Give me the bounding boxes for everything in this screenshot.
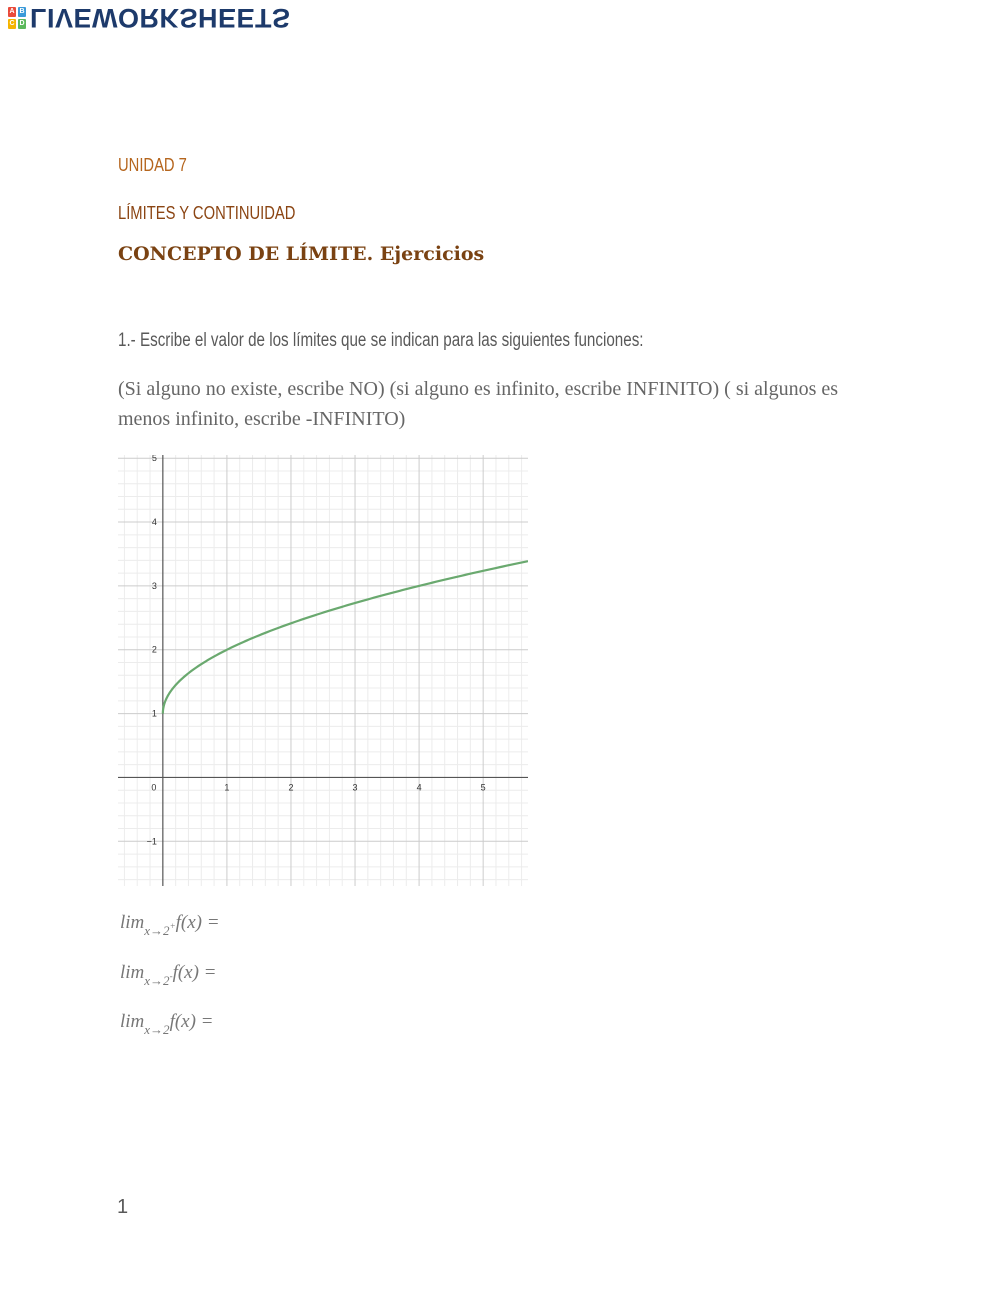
function-graph xyxy=(118,455,528,886)
x-tick-label: 5 xyxy=(480,782,486,793)
page-title: CONCEPTO DE LÍMITE. Ejercicios xyxy=(118,243,485,265)
section-title: LÍMITES Y CONTINUIDAD xyxy=(118,203,296,223)
logo-square: C xyxy=(9,20,15,27)
y-tick-label: 2 xyxy=(151,644,157,655)
lim-expression: f(x) = xyxy=(172,962,217,983)
liveworksheets-logo xyxy=(8,5,291,31)
logo-squares-icon xyxy=(8,7,26,29)
x-tick-label: 3 xyxy=(352,782,358,793)
lim-subscript: x→2 xyxy=(144,1022,170,1037)
instructions-text: (Si alguno no existe, escribe NO) (si alguno es infinito, escribe INFINITO) ( si algunos es menos infinito, escribe -INFINITO) xyxy=(118,378,839,430)
lim-expression: f(x) = xyxy=(175,912,220,933)
x-tick-label: 0 xyxy=(151,782,157,793)
limit-two-sided xyxy=(120,1011,214,1038)
y-tick-label: 3 xyxy=(151,580,157,591)
lim-word: lim xyxy=(120,912,145,933)
x-tick-label: 2 xyxy=(288,782,294,793)
logo-square: D xyxy=(19,20,25,27)
lim-word: lim xyxy=(120,962,145,983)
logo-square: A xyxy=(9,8,15,15)
x-tick-label: 4 xyxy=(416,782,422,793)
y-tick-label: 5 xyxy=(151,455,157,464)
lim-word: lim xyxy=(120,1011,145,1032)
y-tick-label: −1 xyxy=(146,836,157,847)
lim-subscript: x→2- xyxy=(144,971,173,988)
question-text: 1.- Escribe el valor de los límites que se indican para las siguientes funciones: xyxy=(118,330,644,351)
y-tick-label: 4 xyxy=(151,517,157,528)
logo-text: LIVEWORKSHEETS xyxy=(30,3,291,33)
x-tick-label: 1 xyxy=(224,782,230,793)
unit-label: UNIDAD 7 xyxy=(118,155,187,175)
limit-left xyxy=(120,962,217,989)
limit-right xyxy=(120,912,220,939)
y-tick-label: 1 xyxy=(151,708,157,719)
logo-square: B xyxy=(19,8,25,15)
page-number: 1 xyxy=(117,1196,129,1218)
lim-expression: f(x) = xyxy=(169,1011,214,1032)
lim-subscript: x→2+ xyxy=(144,921,176,938)
